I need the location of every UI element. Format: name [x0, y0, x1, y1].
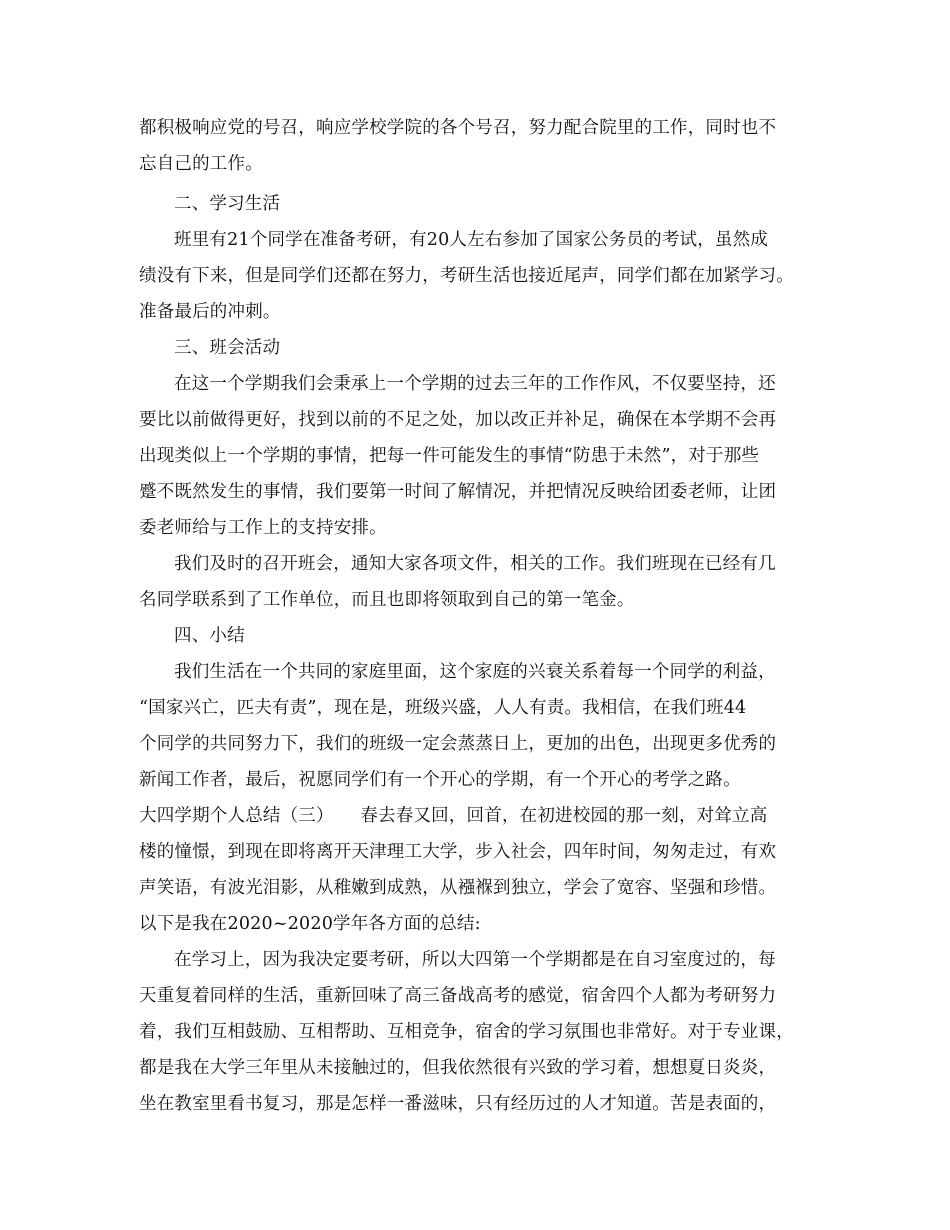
text-line: 在这一个学期我们会秉承上一个学期的过去三年的工作作风，不仅要坚持，还: [174, 374, 776, 394]
text-line: 在学习上，因为我决定要考研，所以大四第一个学期都是在自习室度过的，每: [174, 950, 776, 970]
text-line: 委老师给与工作上的支持安排。: [139, 518, 387, 538]
text-line: “国家兴亡，匹夫有责”，现在是，班级兴盛，人人有责。我相信，在我们班44: [139, 698, 747, 718]
section-heading: 二、学习生活: [174, 194, 281, 214]
text-line: 蹙不既然发生的事情，我们要第一时间了解情况，并把情况反映给团委老师，让团: [139, 482, 777, 502]
text-line: 坐在教室里看书复习，那是怎样一番滋味，只有经历过的人才知道。苦是表面的，: [139, 1094, 777, 1114]
text-line: 我们生活在一个共同的家庭里面，这个家庭的兴衰关系着每一个同学的利益，: [174, 662, 776, 682]
section-heading: 三、班会活动: [174, 338, 281, 358]
text-line: 出现类似上一个学期的事情，把每一件可能发生的事情“防患于未然”，对于那些: [139, 446, 760, 466]
text-line: 绩没有下来，但是同学们还都在努力，考研生活也接近尾声，同学们都在加紧学习。: [139, 266, 794, 286]
text-line: 忘自己的工作。: [139, 154, 263, 174]
text-line: 准备最后的冲刺。: [139, 302, 281, 322]
text-line: 都积极响应党的号召，响应学校学院的各个号召，努力配合院里的工作，同时也不: [139, 118, 777, 138]
text-line: 名同学联系到了工作单位，而且也即将领取到自己的第一笔金。: [139, 590, 635, 610]
text-line: 着，我们互相鼓励、互相帮助、互相竞争，宿舍的学习氛围也非常好。对于专业课，: [139, 1022, 794, 1042]
text-line: 个同学的共同努力下，我们的班级一定会蒸蒸日上，更加的出色，出现更多优秀的: [139, 734, 777, 754]
text-line: 都是我在大学三年里从未接触过的，但我依然很有兴致的学习着，想想夏日炎炎，: [139, 1058, 777, 1078]
text-line: 楼的憧憬，到现在即将离开天津理工大学，步入社会，四年时间，匆匆走过，有欢: [139, 842, 777, 862]
section-heading: 四、小结: [174, 626, 245, 646]
text-line: 大四学期个人总结（三） 春去春又回，回首，在初进校园的那一刻，对耸立高: [139, 806, 768, 826]
text-line: 以下是我在2020~2020学年各方面的总结:: [139, 914, 481, 934]
text-line: 新闻工作者，最后，祝愿同学们有一个开心的学期，有一个开心的考学之路。: [139, 770, 741, 790]
text-line: 我们及时的召开班会，通知大家各项文件，相关的工作。我们班现在已经有几: [174, 554, 776, 574]
text-line: 班里有21个同学在准备考研，有20人左右参加了国家公务员的考试，虽然成: [174, 230, 769, 250]
text-line: 要比以前做得更好，找到以前的不足之处，加以改正并补足，确保在本学期不会再: [139, 410, 777, 430]
text-line: 天重复着同样的生活，重新回味了高三备战高考的感觉，宿舍四个人都为考研努力: [139, 986, 777, 1006]
text-line: 声笑语，有波光泪影，从稚嫩到成熟，从襁褓到独立，学会了宽容、坚强和珍惜。: [139, 878, 777, 898]
